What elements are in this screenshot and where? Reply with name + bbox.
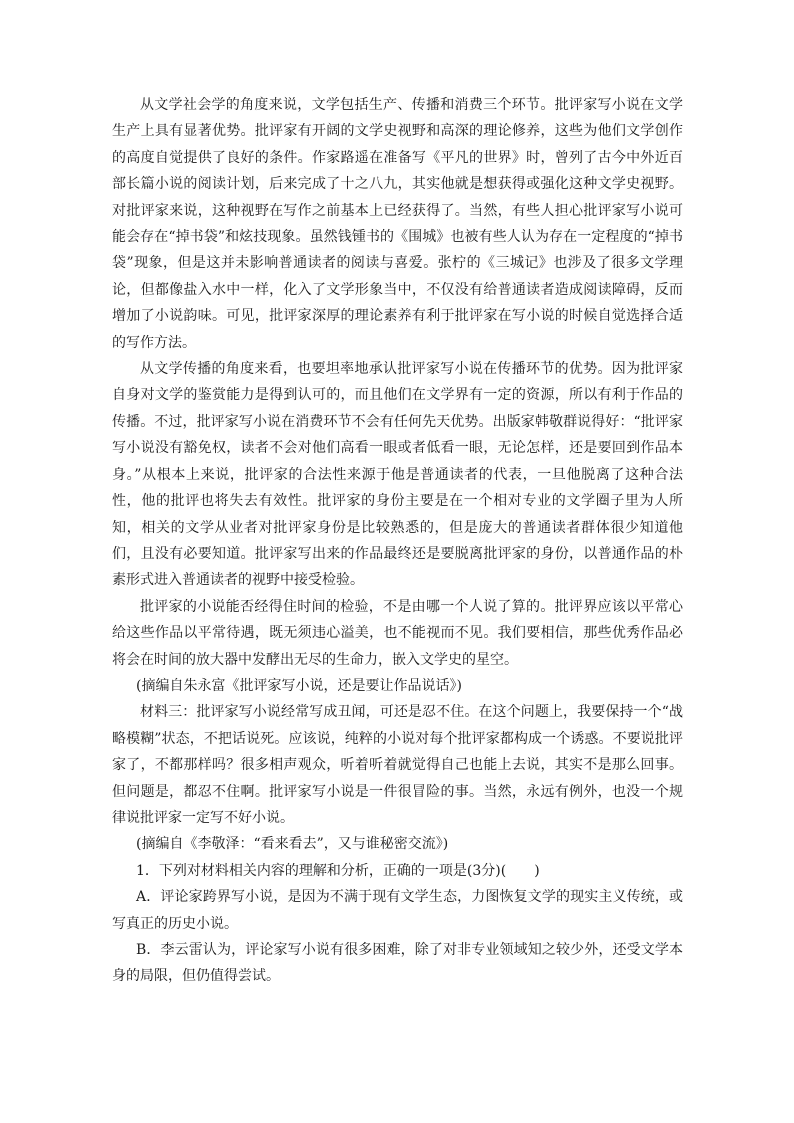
paragraph-time-test: 批评家的小说能否经得住时间的检验，不是由哪一个人说了算的。批评界应该以平常心给这些作品以平常待遇，既无须违心溢美，也不能视而不见。我们要相信，那些优秀作品必将会在时间的放大器中发酵出无尽的生命力，嵌入文学史的星空。 (112, 598, 683, 668)
material-three: 材料三：批评家写小说经常写成丑闻，可还是忍不住。在这个问题上，我要保持一个“战略模糊”状态，不把话说死。应该说，纯粹的小说对每个批评家都构成一个诱惑。不要说批评家了，不都那样吗？很多相声观众，听着听着就觉得自己也能上去说，其实不是那么回事。但问题是，都忍不住啊。批评家写小说是一件很冒险的事。当然，永远有例外，也没一个规律说批评家一定写不好小说。 (112, 704, 683, 826)
source-citation-2: (摘编自《李敬泽：“看来看去”，又与谁秘密交流》) (136, 836, 449, 853)
paragraph-dissemination: 从文学传播的角度来看，也要坦率地承认批评家写小说在传播环节的优势。因为批评家自身对文学的鉴赏能力是得到认可的，而且他们在文学界有一定的资源，所以有利于作品的传播。不过，批评家写小说在消费环节不会有任何先天优势。出版家韩敬群说得好：“批评家写小说没有豁免权，读者不会对他们高看一眼或者低看一眼，无论怎样，还是要回到作品本身。”从根本上来说，批评家的合法性来源于他是普通读者的代表，一旦他脱离了这种合法性，他的批评也将失去有效性。批评家的身份主要是在一个相对专业的文学圈子里为人所知，相关的文学从业者对批评家身份是比较熟悉的，但是庞大的普通读者群体很少知道他们，且没有必要知道。批评家写出来的作品最终还是要脱离批评家的身份，以普通作品的朴素形式进入普通读者的视野中接受检验。 (112, 361, 683, 589)
source-citation-1: (摘编自朱永富《批评家写小说，还是要让作品说话》) (136, 677, 462, 694)
option-a: A．评论家跨界写小说，是因为不满于现有文学生态，力图恢复文学的现实主义传统，或写真正的历史小说。 (112, 889, 683, 932)
option-b: B．李云雷认为，评论家写小说有很多困难，除了对非专业领域知之较少外，还受文学本身的局限，但仍值得尝试。 (112, 942, 683, 985)
document-page (112, 92, 683, 990)
paragraph-production: 从文学社会学的角度来说，文学包括生产、传播和消费三个环节。批评家写小说在文学生产上具有显著优势。批评家有开阔的文学史视野和高深的理论修养，这些为他们文学创作的高度自觉提供了良好的条件。作家路遥在准备写《平凡的世界》时，曾列了古今中外近百部长篇小说的阅读计划，后来完成了十之八九，其实他就是想获得或强化这种文学史视野。对批评家来说，这种视野在写作之前基本上已经获得了。当然，有些人担心批评家写小说可能会存在“掉书袋”和炫技现象。虽然钱锺书的《围城》也被有些人认为存在一定程度的“掉书袋”现象，但是这并未影响普通读者的阅读与喜爱。张柠的《三城记》也涉及了很多文学理论，但都像盐入水中一样，化入了文学形象当中，不仅没有给普通读者造成阅读障碍，反而增加了小说韵味。可见，批评家深厚的理论素养有利于批评家在写小说的时候自觉选择合适的写作方法。 (112, 97, 683, 351)
question-1: 1．下列对材料相关内容的理解和分析，正确的一项是(3分)( ) (136, 862, 540, 879)
